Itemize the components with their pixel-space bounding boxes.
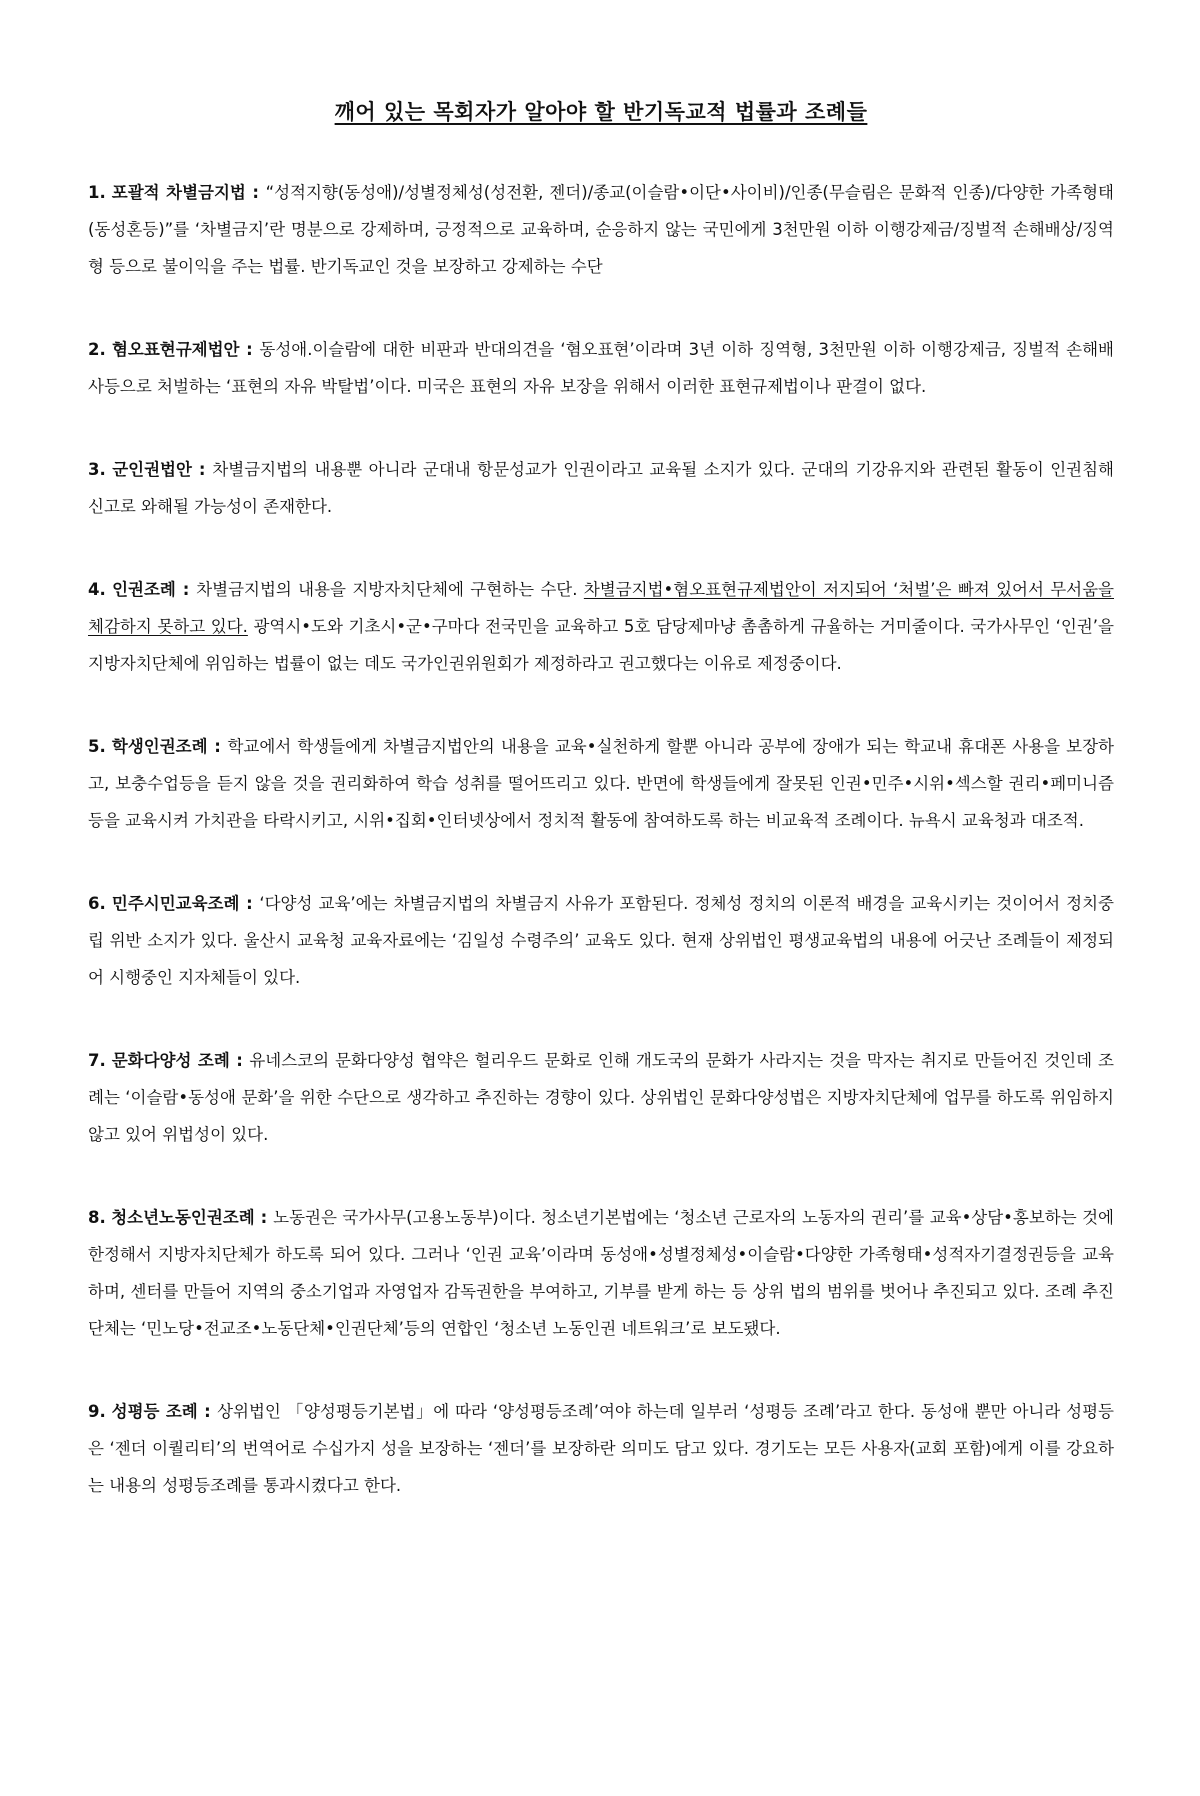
section-5 bbox=[88, 728, 1114, 839]
section-list bbox=[88, 174, 1114, 1504]
section-body: 학교에서 학생들에게 차별금지법안의 내용을 교육•실천하게 할뿐 아니라 공부에 장애가 되는 학교내 휴대폰 사용을 보장하고, 보충수업등을 듣지 않을 것을 권리화하여 학습 성취를 떨어뜨리고 있다. 반면에 학생들에게 잘못된 인권•민주•시위•섹스할 권리•페미니즘 등을 교육시켜 가치관을 타락시키고, 시위•집회•인터넷상에서 정치적 활동에 참여하도록 하는 비교육적 조례이다. 뉴욕시 교육청과 대조적. bbox=[88, 737, 1114, 830]
section-body: 동성애.이슬람에 대한 비판과 반대의견을 ‘혐오표현’이라며 3년 이하 징역형, 3천만원 이하 이행강제금, 징벌적 손해배사등으로 처벌하는 ‘표현의 자유 박탈법’이다. 미국은 표현의 자유 보장을 위해서 이러한 표현규제법이나 판결이 없다. bbox=[88, 340, 1114, 396]
section-3 bbox=[88, 451, 1114, 525]
section-number: 8. bbox=[88, 1208, 106, 1227]
section-colon: : bbox=[239, 894, 260, 913]
section-body-after: 광역시•도와 기초시•군•구마다 전국민을 교육하고 5호 담당제마냥 촘촘하게 규율하는 거미줄이다. 국가사무인 ‘인권’을 지방자치단체에 위임하는 법률이 없는 데도 국가인권위원회가 제정하라고 권고했다는 이유로 제정중이다. bbox=[88, 617, 1114, 673]
section-body: 상위법인 「양성평등기본법」에 따라 ‘양성평등조례’여야 하는데 일부러 ‘성평등 조례’라고 한다. 동성애 뿐만 아니라 성평등은 ‘젠더 이퀄리티’의 번역어로 수십가지 성을 보장하는 ‘젠더’를 보장하란 의미도 담고 있다. 경기도는 모든 사용자(교회 포함)에게 이를 강요하는 내용의 성평등조례를 통과시켰다고 한다. bbox=[88, 1402, 1114, 1495]
section-term: 군인권법안 bbox=[112, 460, 192, 479]
section-term: 청소년노동인권조례 bbox=[111, 1208, 255, 1227]
section-6 bbox=[88, 885, 1114, 996]
section-colon: : bbox=[254, 1208, 274, 1227]
section-colon: : bbox=[245, 183, 266, 202]
section-colon: : bbox=[229, 1051, 250, 1070]
section-colon: : bbox=[191, 460, 213, 479]
section-term: 인권조례 bbox=[112, 580, 176, 599]
section-number: 2. bbox=[88, 340, 106, 359]
section-number: 6. bbox=[88, 894, 106, 913]
section-body-underlined: 차별금지법•혐오표현규제법안이 저지되어 ‘처벌’은 빠져 있어서 무서움을 체감하지 못하고 있다. bbox=[88, 580, 1114, 636]
section-term: 민주시민교육조례 bbox=[111, 894, 240, 913]
section-body: 차별금지법의 내용뿐 아니라 군대내 항문성교가 인권이라고 교육될 소지가 있다. 군대의 기강유지와 관련된 활동이 인권침해 신고로 와해될 가능성이 존재한다. bbox=[88, 460, 1114, 516]
section-8 bbox=[88, 1199, 1114, 1347]
section-body: “성적지향(동성애)/성별정체성(성전환, 젠더)/종교(이슬람•이단•사이비)/인종(무슬림은 문화적 인종)/다양한 가족형태(동성혼등)”를 ‘차별금지’란 명분으로 강제하며, 긍정적으로 교육하며, 순응하지 않는 국민에게 3천만원 이하 이행강제금/징벌적 손해배상/징역형 등으로 불이익을 주는 법률. 반기독교인 것을 보장하고 강제하는 수단 bbox=[88, 183, 1114, 276]
document-title: 깨어 있는 목회자가 알아야 할 반기독교적 법률과 조례들 bbox=[334, 100, 868, 124]
section-colon: : bbox=[175, 580, 197, 599]
section-2 bbox=[88, 331, 1114, 405]
section-body: 노동권은 국가사무(고용노동부)이다. 청소년기본법에는 ‘청소년 근로자의 노동자의 권리’를 교육•상담•홍보하는 것에 한정해서 지방자치단체가 하도록 되어 있다. 그러나 ‘인권 교육’이라며 동성애•성별정체성•이슬람•다양한 가족형태•성적자기결정권등을 교육하며, 센터를 만들어 지역의 중소기업과 자영업자 감독권한을 부여하고, 기부를 받게 하는 등 상위 법의 범위를 벗어나 추진되고 있다. 조례 추진 단체는 ‘민노당•전교조•노동단체•인권단체’등의 연합인 ‘청소년 노동인권 네트워크’로 보도됐다. bbox=[88, 1208, 1114, 1338]
section-body: ‘다양성 교육’에는 차별금지법의 차별금지 사유가 포함된다. 정체성 정치의 이론적 배경을 교육시키는 것이어서 정치중립 위반 소지가 있다. 울산시 교육청 교육자료에는 ‘김일성 수령주의’ 교육도 있다. 현재 상위법인 평생교육법의 내용에 어긋난 조례들이 제정되어 시행중인 지자체들이 있다. bbox=[88, 894, 1114, 987]
section-number: 9. bbox=[88, 1402, 106, 1421]
document-page bbox=[0, 98, 1200, 1796]
section-colon: : bbox=[239, 340, 260, 359]
section-term: 포괄적 차별금지법 bbox=[111, 183, 246, 202]
section-body: 유네스코의 문화다양성 협약은 헐리우드 문화로 인해 개도국의 문화가 사라지는 것을 막자는 취지로 만들어진 것인데 조례는 ‘이슬람•동성애 문화’을 위한 수단으로 생각하고 추진하는 경향이 있다. 상위법인 문화다양성법은 지방자치단체에 업무를 하도록 위임하지 않고 있어 위법성이 있다. bbox=[88, 1051, 1114, 1144]
section-number: 7. bbox=[88, 1051, 106, 1070]
section-1 bbox=[88, 174, 1114, 285]
section-number: 3. bbox=[88, 460, 106, 479]
section-term: 문화다양성 조례 bbox=[111, 1051, 230, 1070]
section-7 bbox=[88, 1042, 1114, 1153]
section-term: 학생인권조례 bbox=[111, 737, 208, 756]
section-number: 4. bbox=[88, 580, 106, 599]
section-number: 5. bbox=[88, 737, 106, 756]
section-term: 성평등 조례 bbox=[111, 1402, 198, 1421]
section-body-before: 차별금지법의 내용을 지방자치단체에 구현하는 수단. bbox=[196, 580, 584, 599]
section-colon: : bbox=[207, 737, 228, 756]
section-number: 1. bbox=[88, 183, 106, 202]
section-9 bbox=[88, 1393, 1114, 1504]
section-colon: : bbox=[197, 1402, 218, 1421]
section-4 bbox=[88, 571, 1114, 682]
section-term: 혐오표현규제법안 bbox=[111, 340, 240, 359]
